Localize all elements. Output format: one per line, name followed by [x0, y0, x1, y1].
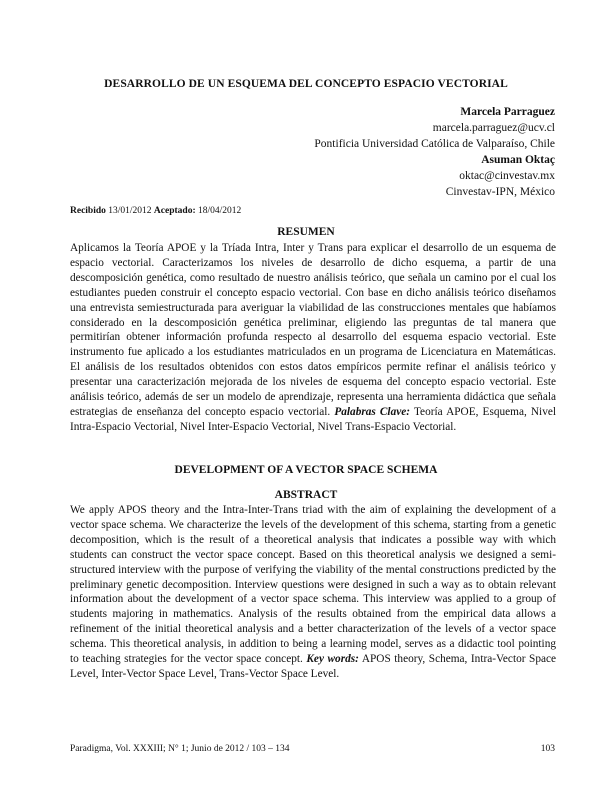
abstract-keywords-label: Key words: [306, 653, 359, 666]
author-email[interactable]: oktac@cinvestav.mx [459, 170, 555, 182]
author-name: Marcela Parraguez [460, 106, 555, 118]
resumen-keywords: Teoría APOE, Esquema, Nivel Intra-Espacio Vectorial, Nivel Inter-Espacio Vectorial, Nivel Trans-Espacio Vectorial. [70, 405, 556, 433]
english-title: DEVELOPMENT OF A VECTOR SPACE SCHEMA [174, 464, 438, 476]
article-title: DESARROLLO DE UN ESQUEMA DEL CONCEPTO ESPACIO VECTORIAL [104, 78, 508, 90]
abstract-text [70, 503, 556, 682]
abstract-body: We apply APOS theory and the Intra-Inter-Trans triad with the aim of explaining the development of a vector space schema. We characterize the levels of the development of this schema, starting from a genetic decomposition, which is the result of a theoretical analysis that indicates a possible way with which students can construct the vector space concept. Based on this theoretical analysis we designed a semi-structured interview with the purpose of verifying the viability of the mental constructions predicted by the preliminary genetic decomposition. Interview questions were designed in such a way as to obtain relevant information about the development of a vector space schema. This interview was applied to a group of students majoring in mathematics. Analysis of the results obtained from the empirical data allows a refinement of the initial theoretical analysis and a better characterization of the levels of a vector space schema. This theoretical analysis, in addition to being a learning model, serves as a didactic tool pointing to teaching strategies for the vector space concept. [70, 504, 556, 666]
accepted-label: Aceptado: [153, 206, 196, 216]
author-name: Asuman Oktaç [481, 154, 555, 166]
author-affiliation: Cinvestav-IPN, México [445, 186, 555, 198]
author-block [314, 104, 555, 200]
abstract-heading: ABSTRACT [274, 489, 338, 501]
author-affiliation: Pontificia Universidad Católica de Valparaíso, Chile [314, 138, 555, 150]
resumen-keywords-label: Palabras Clave: [334, 405, 411, 418]
abstract-keywords: APOS theory, Schema, Intra-Vector Space Level, Inter-Vector Space Level, Trans-Vector Space Level. [70, 653, 557, 680]
resumen-heading: RESUMEN [277, 226, 335, 238]
journal-citation: Paradigma, Vol. XXXIII; N° 1; Junio de 2012 / 103 – 134 [70, 744, 290, 754]
submission-dates [70, 206, 241, 216]
resumen-text [70, 241, 556, 435]
accepted-date: 18/04/2012 [198, 206, 242, 216]
page-number: 103 [540, 744, 555, 754]
received-date: 13/01/2012 [108, 206, 152, 216]
author-email[interactable]: marcela.parraguez@ucv.cl [432, 122, 555, 134]
received-label: Recibido [70, 206, 106, 216]
resumen-body: Aplicamos la Teoría APOE y la Tríada Intra, Inter y Trans para explicar el desarrollo de un esquema de espacio vectorial. Caracterizamos los niveles de desarrollo de dicho esquema, a partir de una descomposición genética, como resultado de nuestro análisis teórico, que señala un camino por el cual los estudiantes pueden construir el concepto espacio vectorial. Con base en dicho análisis teórico diseñamos una entrevista semiestructurada para averiguar la viabilidad de las construcciones mentales que habíamos considerado en la descomposición genética preliminar, eligiendo las preguntas de tal manera que permitirían obtener información profunda respecto al desarrollo del esquema espacio vectorial. Este instrumento fue aplicado a los estudiantes matriculados en un programa de Licenciatura en Matemáticas. El análisis de los resultados obtenidos con estos datos empíricos permite refinar el análisis teórico y presentar una caracterización mejorada de los niveles de esquema del concepto espacio vectorial. Este análisis teórico, además de ser un modelo de aprendizaje, representa una herramienta didáctica que señala estrategias de enseñanza del concepto espacio vectorial. [70, 242, 556, 418]
